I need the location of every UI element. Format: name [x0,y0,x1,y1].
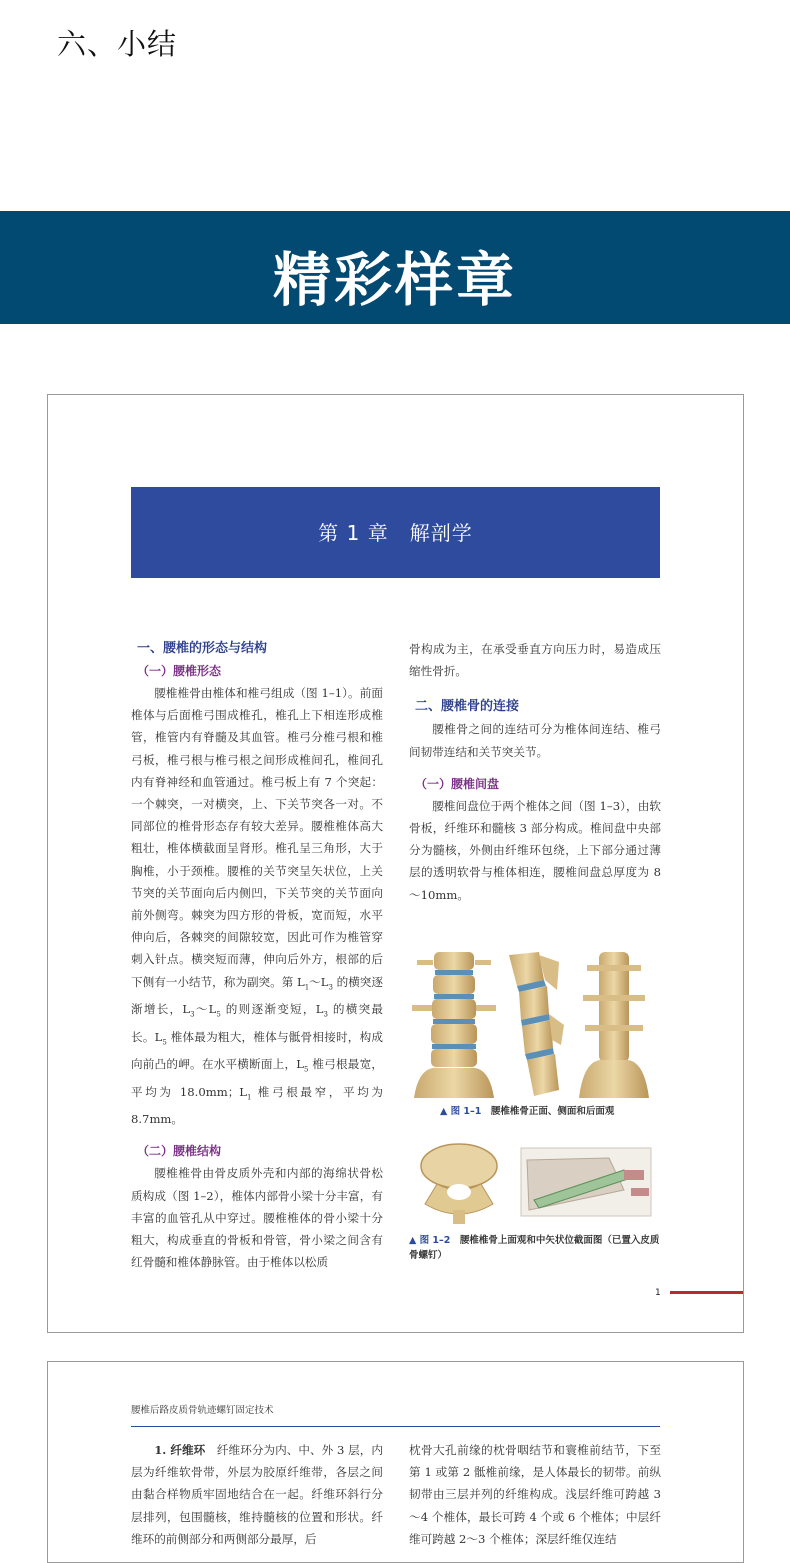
running-header: 腰椎后路皮质骨轨迹螺钉固定技术 [131,1405,274,1416]
figure-1-1-spine-views [409,950,661,1100]
paragraph-lumbar-connection: 腰椎骨之间的连结可分为椎体间连结、椎弓间韧带连结和关节突关节。 [409,722,661,759]
vertebra-top-view [421,1144,497,1224]
book-page-2 [47,1361,744,1563]
paragraph-anterior-ligament: 枕骨大孔前缘的枕骨咽结节和寰椎前结节，下至第 1 或第 2 骶椎前缘，是人体最长的韧带。前纵韧带由三层并列的纤维构成。浅层纤维可跨越 3～4 个椎体，最长可跨 4 个或 6 个椎体；中层纤维可跨越 2～3 个椎体；深层纤维仅连结 [409,1443,661,1546]
right-column [409,638,661,906]
chapter-title: 第 1 章 解剖学 [318,521,473,545]
section-title: 六、小结 [57,27,178,61]
heading-lumbar-morphology: （一）腰椎形态 [137,664,222,678]
paragraph-lumbar-structure: 腰椎椎骨由骨皮质外壳和内部的海绵状骨松质构成（图 1–2），椎体内部骨小梁十分丰富，有丰富的血管孔从中穿过。腰椎椎体的骨小梁十分粗大，构成垂直的骨板和骨管，骨小梁之间含有红骨髓和椎体静脉管。由于椎体以松质 [131,1166,383,1270]
spine-front-view [412,952,496,1098]
vertebra-sagittal-section [521,1148,651,1216]
chapter-header-bar [131,487,660,578]
banner-title: 精彩样章 [272,246,517,314]
paragraph-lumbar-morphology: 腰椎椎骨由椎体和椎弓组成（图 1–1）。前面椎体与后面椎弓围成椎孔，椎孔上下相连形成椎管，椎管内有脊髓及其血管。椎弓分椎弓根和椎弓板，椎弓根与椎弓根之间形成椎间孔，椎间孔内有脊神经和血管通过。椎弓板上有 7 个突起：一个棘突，一对横突，上、下关节突各一对。不同部位的椎骨形态存有较大差异。腰椎椎体高大粗壮，椎体横截面呈肾形。椎孔呈三角形，大于胸椎，小于颈椎。腰椎的关节突呈矢状位，上关节突的关节面向后内侧凹，下关节突的关节面向前外侧弯。棘突为四方形的骨板，宽而短，水平伸向后，各棘突的间隙较宽，因此可作为椎管穿刺入针点。横突短而薄，伸向后外方，根部的后下侧有一小结节，称为副突。第 $L_1\sim L_3$ 的横突逐渐增长，$L_3\sim L_5$ 的则逐渐变短，$L_3$ 的横突最长。$L_5$ 椎体最为粗大，椎体与骶骨相接时，构成向前凸的岬。在水平横断面上，$L_5$ 椎弓根最宽，平均为 18.0mm；$L_1$ 椎弓根最窄，平均为 8.7mm。 [131,686,384,1127]
page-accent-line [670,1291,743,1294]
figure-1-2-vertebra-sections [409,1140,661,1228]
heading-lumbar-morphology-structure: 一、腰椎的形态与结构 [137,641,268,656]
page2-left-column [131,1439,383,1550]
spine-side-view [509,952,564,1096]
paragraph-continued: 骨构成为主，在承受垂直方向压力时，易造成压缩性骨折。 [409,642,661,679]
heading-lumbar-connection: 二、腰椎骨的连接 [415,699,520,715]
heading-intervertebral-disc: （一）腰椎间盘 [415,776,500,791]
page2-right-column [409,1439,661,1550]
sample-chapter-banner [0,211,790,324]
left-column [131,638,383,1273]
book-page-1 [47,394,744,1333]
figure-1-1-caption: ▲ 图 1–1 腰椎椎骨正面、侧面和后面观 [440,1106,615,1117]
spine-back-view [579,952,649,1098]
header-rule [131,1426,660,1427]
paragraph-intervertebral-disc: 腰椎间盘位于两个椎体之间（图 1–3），由软骨板，纤维环和髓核 3 部分构成。椎间盘中央部分为髓核，外侧由纤维环包绕，上下部分通过薄层的透明软骨与椎体相连，腰椎间盘总厚度为 8～10mm。 [409,798,661,902]
figure-1-2-caption: ▲ 图 1–2 腰椎椎骨上面观和中矢状位截面图（已置入皮质骨螺钉） [409,1235,660,1261]
page-number: 1 [655,1288,661,1298]
heading-lumbar-structure: （二）腰椎结构 [137,1144,222,1159]
paragraph-annulus: 1. 纤维环 纤维环分为内、中、外 3 层，内层为纤维软骨带，外层为胶原纤维带，各层之间由黏合样物质牢固地结合在一起。纤维环斜行分层排列，包围髓核，维持髓核的位置和形状。纤维环的前侧部分和两侧部分最厚，后 [131,1443,383,1546]
